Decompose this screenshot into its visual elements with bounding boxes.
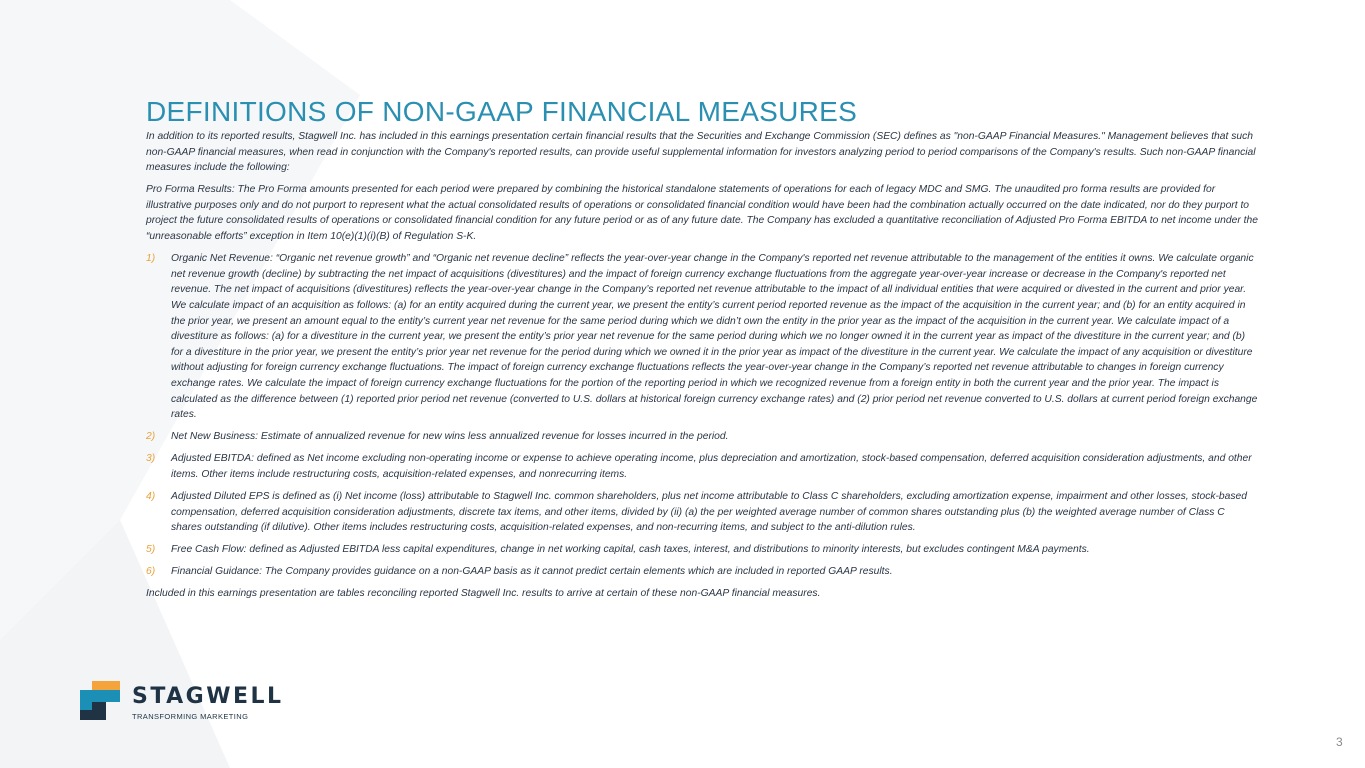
list-item-text: Adjusted Diluted EPS is defined as (i) Net income (loss) attributable to Stagwell Inc. common shareholders, plus net income attributable to Class C shareholders, excluding amortization expense, impairment and other losses, stock-based compensation, deferred acquisition consideration adjustments, discrete tax items, and other items, divided by (ii) (a) the per weighted average number of common shares outstanding plus (b) the weighted average number of Class C shares outstanding (if dilutive). Other items includes restructuring costs, acquisition-related expenses, and non-recurring items, and subject to the anti-dilution rules. [171, 490, 1247, 534]
list-item-text: Free Cash Flow: defined as Adjusted EBITDA less capital expenditures, change in net working capital, cash taxes, interest, and distributions to minority interests, but excludes contingent M&A payments. [171, 544, 1090, 556]
page-title: DEFINITIONS OF NON-GAAP FINANCIAL MEASURES [146, 95, 858, 127]
pro-forma-paragraph: Pro Forma Results: The Pro Forma amounts presented for each period were prepared by combining the historical standalone statements of operations for each of legacy MDC and SMG. The unaudited pro forma results are provided for illustrative purposes only and do not purport to represent what the actual consolidated results of operations or consolidated financial condition would have been had the combination actually occurred on the date indicated, nor do they purport to project the future consolidated results of operations or consolidated financial condition for any future period or as of any future date. The Company has excluded a quantitative reconciliation of Adjusted Pro Forma EBITDA to net income under the “unreasonable efforts” exception in Item 10(e)(1)(i)(B) of Regulation S-K. [146, 184, 1258, 243]
list-item [146, 451, 1258, 482]
definitions-list [146, 251, 1258, 580]
list-item [146, 429, 1258, 445]
list-item-text: Financial Guidance: The Company provides guidance on a non-GAAP basis as it cannot predict certain elements which are included in reported GAAP results. [171, 566, 893, 578]
definitions-body [146, 129, 1258, 609]
list-number: 4) [146, 490, 156, 502]
list-item [146, 564, 1258, 580]
closing-paragraph: Included in this earnings presentation are tables reconciling reported Stagwell Inc. results to arrive at certain of these non-GAAP financial measures. [146, 588, 821, 600]
list-number: 6) [146, 566, 156, 578]
stagwell-logo [80, 680, 340, 724]
list-number: 3) [146, 453, 156, 465]
logo-wordmark: STAGWELL [132, 684, 284, 709]
list-item [146, 542, 1258, 558]
page-number: 3 [1336, 735, 1343, 749]
list-item-text: Adjusted EBITDA: defined as Net income excluding non-operating income or expense to achieve operating income, plus depreciation and amortization, stock-based compensation, deferred acquisition consideration adjustments, and other items. Other items include restructuring costs, acquisition-related expenses, and nonrecurring items. [171, 453, 1252, 480]
stagwell-logo-icon [80, 680, 122, 720]
logo-tagline: TRANSFORMING MARKETING [132, 712, 249, 721]
list-number: 5) [146, 544, 156, 556]
list-item [146, 251, 1258, 423]
list-number: 2) [146, 431, 156, 443]
list-item-text: Net New Business: Estimate of annualized revenue for new wins less annualized revenue for losses incurred in the period. [171, 431, 729, 443]
list-item-text: Organic Net Revenue: “Organic net revenue growth” and “Organic net revenue decline” reflects the year-over-year change in the Company's reported net revenue attributable to the management of the entities it owns. We calculate organic net revenue growth (decline) by subtracting the net impact of acquisitions (divestitures) and the impact of foreign currency exchange fluctuations from the aggregate year-over-year increase or decrease in the Company's reported net revenue. The net impact of acquisitions (divestitures) reflects the year-over-year change in the Company’s reported net revenue attributable to the impact of all individual entities that were acquired or divested in the current and prior year. We calculate impact of an acquisition as follows: (a) for an entity acquired during the current year, we present the entity’s current period reported revenue as the impact of the acquisition in the current year; and (b) for an entity acquired in the prior year, we present an amount equal to the entity’s current year net revenue for the same period during which we didn’t own the entity in the prior year as the impact of the acquisition in the current year. We calculate impact of a divestiture as follows: (a) for a divestiture in the current year, we present the entity’s prior year net revenue for the same period during which we no longer owned it in the current year as impact of the divestiture in the current year; and (b) for a divestiture in the prior year, we present the entity’s prior year net revenue for the period during which we owned it in the prior year as impact of the divestiture in the current year. We calculate the impact of any acquisition or divestiture without adjusting for foreign currency exchange fluctuations. The impact of foreign currency exchange fluctuations reflects the year-over-year change in the Company’s reported net revenue attributable to changes in foreign currency exchange rates. We calculate the impact of foreign currency exchange fluctuations for the portion of the reporting period in which we recognized revenue from a foreign entity in both the current year and the prior year. The impact is calculated as the difference between (1) reported prior period net revenue (converted to U.S. dollars at historical foreign currency exchange rates) and (2) prior period net revenue converted to U.S. dollars at current period foreign exchange rates. [171, 253, 1258, 421]
intro-paragraph: In addition to its reported results, Stagwell Inc. has included in this earnings presentation certain financial results that the Securities and Exchange Commission (SEC) defines as "non-GAAP Financial Measures." Management believes that such non-GAAP financial measures, when read in conjunction with the Company's reported results, can provide useful supplemental information for investors analyzing period to period comparisons of the Company's results. Such non-GAAP financial measures include the following: [146, 131, 1256, 174]
list-number: 1) [146, 253, 156, 265]
list-item [146, 489, 1258, 536]
